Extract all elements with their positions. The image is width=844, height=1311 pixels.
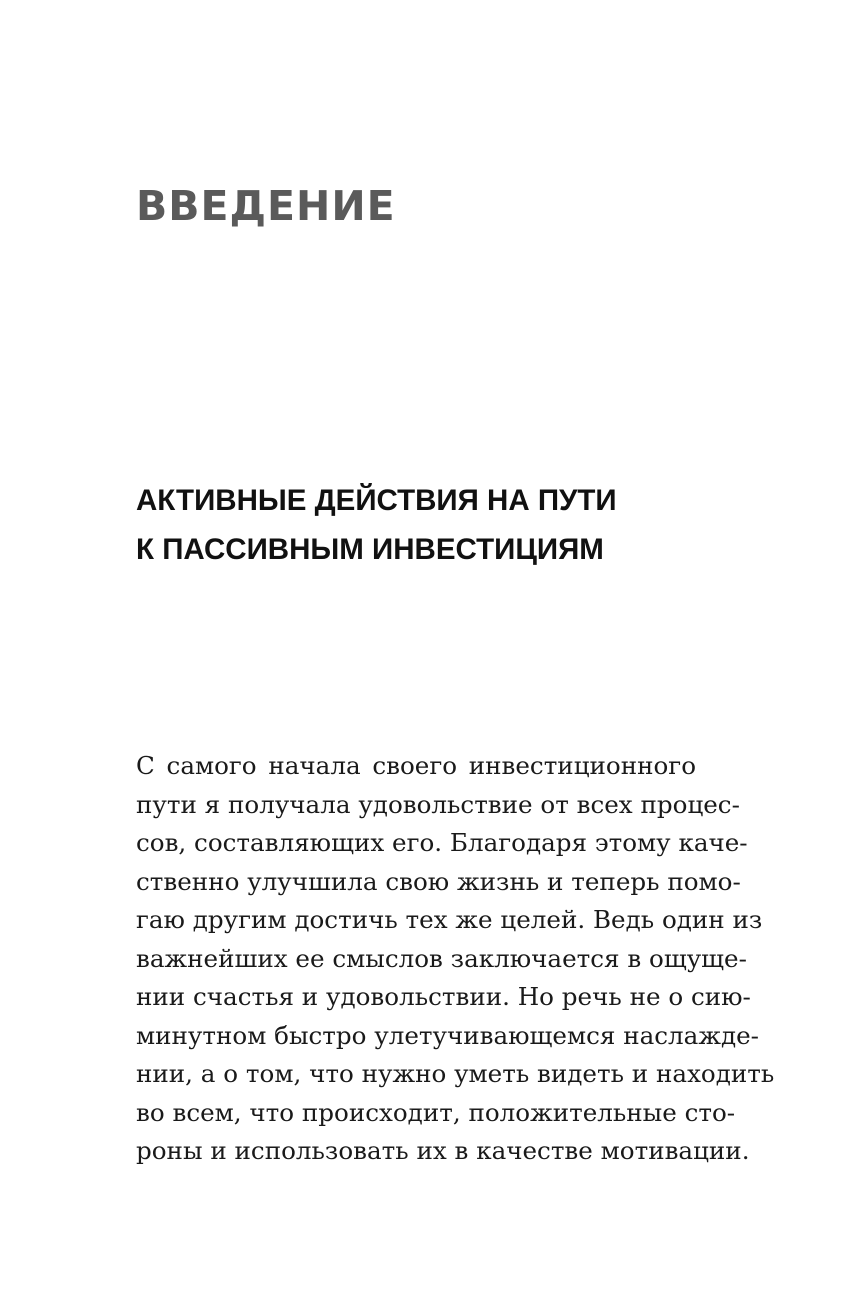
paragraph-line: важнейших ее смыслов заключается в ощуще- [136, 943, 747, 973]
paragraph-line: нии, а о том, что нужно уметь видеть и находить [136, 1059, 775, 1088]
paragraph-line: гаю другим достичь тех же целей. Ведь один из [136, 905, 763, 934]
paragraph-line: нии счастья и удовольствии. Но речь не о сию- [136, 982, 751, 1011]
paragraph-line: во всем, что происходит, положительные сто- [136, 1097, 736, 1127]
paragraph-line: С самого начала своего инвестиционного [136, 751, 696, 780]
paragraph-line: роны и использовать их в качестве мотивации. [136, 1136, 750, 1165]
paragraph-line: сов, составляющих его. Благодаря этому каче- [136, 828, 748, 857]
section-heading-line: АКТИВНЫЕ ДЕЙСТВИЯ НА ПУТИ [136, 484, 617, 517]
paragraph-line: ственно улучшила свою жизнь и теперь помо- [136, 866, 741, 896]
section-heading [136, 476, 617, 574]
chapter-title: ВВЕДЕНИЕ [136, 182, 396, 230]
body-paragraph [136, 747, 775, 1171]
paragraph-line: минутном быстро улетучивающемся наслажде- [136, 1020, 759, 1050]
section-heading-line: К ПАССИВНЫМ ИНВЕСТИЦИЯМ [136, 533, 604, 566]
paragraph-line: пути я получала удовольствие от всех процес- [136, 789, 740, 819]
